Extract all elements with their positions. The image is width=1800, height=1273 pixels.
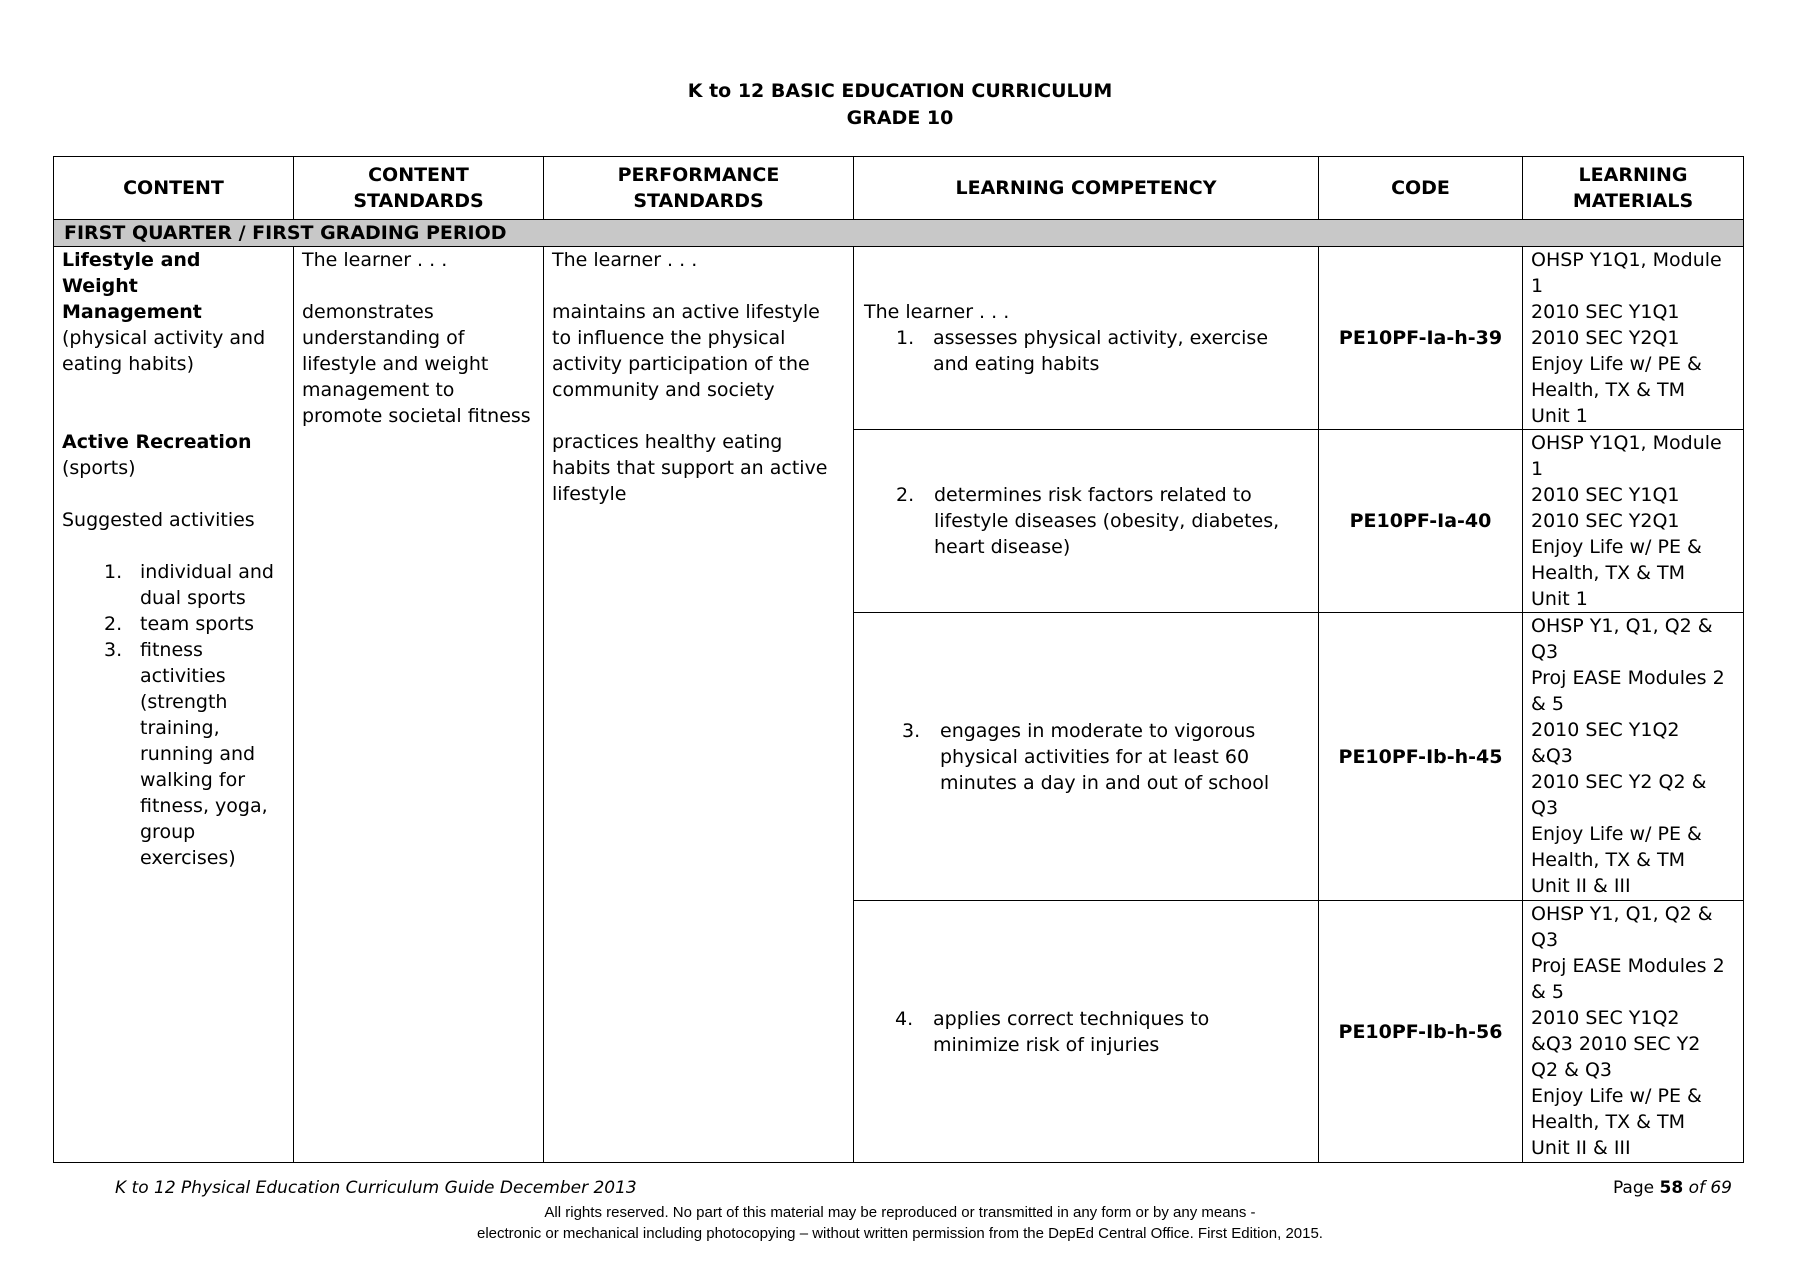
standard-text: management to	[302, 379, 455, 401]
header-content-standards	[294, 157, 544, 220]
material-line: OHSP Y1, Q1, Q2 &	[1531, 615, 1713, 637]
curriculum-title: K to 12 BASIC EDUCATION CURRICULUM	[687, 80, 1113, 102]
material-line: Unit II & III	[1531, 1137, 1631, 1159]
competency-number: 1.	[896, 327, 915, 349]
materials-cell	[1523, 430, 1744, 613]
material-line: Unit 1	[1531, 405, 1588, 427]
material-line: Health, TX & TM	[1531, 562, 1685, 584]
header-performance-standards	[544, 157, 854, 220]
page-total: of 69	[1688, 1178, 1732, 1198]
table-row	[54, 247, 1744, 430]
list-item-text: walking for	[140, 769, 246, 791]
competency-item	[862, 718, 1310, 796]
material-line: Unit II & III	[1531, 875, 1631, 897]
material-line: Q3	[1531, 929, 1559, 951]
standard-text: community and society	[552, 379, 775, 401]
material-line: 2010 SEC Y2 Q2 &	[1531, 771, 1707, 793]
competency-text: assesses physical activity, exercise	[933, 327, 1269, 349]
material-line: 2010 SEC Y1Q2	[1531, 1007, 1680, 1029]
material-line: Health, TX & TM	[1531, 379, 1685, 401]
list-number: 1.	[104, 561, 123, 583]
material-line: 2010 SEC Y2Q1	[1531, 510, 1680, 532]
material-line: &Q3	[1531, 745, 1573, 767]
competency-text: minimize risk of injuries	[933, 1033, 1160, 1056]
list-number: 3.	[104, 639, 123, 661]
list-item	[104, 637, 285, 871]
material-line: Health, TX & TM	[1531, 849, 1685, 871]
materials-cell	[1523, 901, 1744, 1163]
header-line: LEARNING	[1578, 164, 1688, 186]
competency-cell	[854, 613, 1319, 901]
material-line: 1	[1531, 275, 1544, 297]
header-content: CONTENT	[54, 157, 294, 220]
content-cell	[54, 247, 294, 1163]
rights-line: electronic or mechanical including photocopying – without written permission from the DepEd Central Office. First Edition, 2015.	[477, 1225, 1323, 1242]
material-line: OHSP Y1Q1, Module	[1531, 249, 1722, 271]
material-line: & 5	[1531, 693, 1564, 715]
material-line: OHSP Y1, Q1, Q2 &	[1531, 903, 1713, 925]
header-line: PERFORMANCE	[617, 164, 780, 186]
list-number: 2.	[104, 613, 123, 635]
learner-intro: The learner . . .	[864, 301, 1010, 323]
curriculum-table	[53, 156, 1744, 1163]
list-item-text: individual and	[140, 561, 274, 583]
standard-text: maintains an active lifestyle	[552, 301, 820, 323]
competency-number: 4.	[895, 1007, 914, 1030]
material-line: 2010 SEC Y1Q2	[1531, 719, 1680, 741]
header-learning-competency: LEARNING COMPETENCY	[854, 157, 1319, 220]
topic-active-recreation: Active Recreation	[62, 431, 252, 453]
header-line: MATERIALS	[1572, 190, 1694, 212]
list-item-text: fitness, yoga,	[140, 795, 268, 817]
competency-text: and eating habits	[933, 353, 1100, 375]
competency-number: 3.	[902, 719, 921, 742]
standard-text: habits that support an active	[552, 457, 828, 479]
material-line: 2010 SEC Y1Q1	[1531, 484, 1680, 506]
material-line: 2010 SEC Y1Q1	[1531, 301, 1680, 323]
material-line: Health, TX & TM	[1531, 1111, 1685, 1133]
document-title	[0, 78, 1800, 132]
standard-text: lifestyle	[552, 483, 627, 505]
table-header-row	[54, 157, 1744, 220]
list-item-text: group	[140, 821, 196, 843]
material-line: & 5	[1531, 981, 1564, 1003]
topic-lifestyle-line: Weight	[62, 275, 138, 297]
material-line: Enjoy Life w/ PE &	[1531, 823, 1702, 845]
code-cell: PE10PF-Ib-h-45	[1319, 613, 1523, 901]
competency-cell	[854, 247, 1319, 430]
competency-item	[862, 482, 1310, 560]
competency-text: applies correct techniques to	[933, 1007, 1210, 1030]
material-line: Proj EASE Modules 2	[1531, 667, 1725, 689]
list-item	[104, 559, 285, 611]
material-line: Q2 & Q3	[1531, 1059, 1612, 1081]
competency-cell	[854, 901, 1319, 1163]
material-line: &Q3 2010 SEC Y2	[1531, 1033, 1701, 1055]
page-number	[1613, 1178, 1732, 1198]
list-item-text: dual sports	[140, 587, 246, 609]
list-item-text: (strength	[140, 691, 228, 713]
grade-title: GRADE 10	[846, 107, 954, 129]
standard-text: demonstrates	[302, 301, 434, 323]
header-code: CODE	[1319, 157, 1523, 220]
competency-item	[862, 1006, 1310, 1058]
code-cell: PE10PF-Ib-h-56	[1319, 901, 1523, 1163]
material-line: Enjoy Life w/ PE &	[1531, 353, 1702, 375]
material-line: Unit 1	[1531, 588, 1588, 610]
rights-notice	[0, 1202, 1800, 1244]
list-item-text: fitness	[140, 639, 203, 661]
header-line: STANDARDS	[633, 190, 764, 212]
standard-text: promote societal fitness	[302, 405, 531, 427]
code-cell: PE10PF-Ia-40	[1319, 430, 1523, 613]
competency-text: determines risk factors related to	[934, 484, 1252, 506]
page-current: 58	[1659, 1178, 1684, 1198]
list-item-text: training,	[140, 717, 220, 739]
learner-intro: The learner . . .	[302, 249, 448, 271]
competency-text: lifestyle diseases (obesity, diabetes,	[934, 510, 1280, 532]
standard-text: practices healthy eating	[552, 431, 783, 453]
header-line: CONTENT	[368, 164, 469, 186]
material-line: OHSP Y1Q1, Module	[1531, 432, 1722, 454]
standard-text: understanding of	[302, 327, 465, 349]
standard-text: activity participation of the	[552, 353, 810, 375]
material-line: Enjoy Life w/ PE &	[1531, 536, 1702, 558]
header-learning-materials	[1523, 157, 1744, 220]
topic-lifestyle-detail: (physical activity and	[62, 327, 266, 349]
list-item-text: activities	[140, 665, 226, 687]
material-line: Q3	[1531, 641, 1559, 663]
list-item-text: running and	[140, 743, 256, 765]
list-item-text: exercises)	[140, 847, 236, 869]
material-line: Enjoy Life w/ PE &	[1531, 1085, 1702, 1107]
header-line: STANDARDS	[353, 190, 484, 212]
code-cell: PE10PF-Ia-h-39	[1319, 247, 1523, 430]
list-item-text: team sports	[140, 613, 255, 635]
topic-lifestyle-line: Lifestyle and	[62, 249, 201, 271]
topic-lifestyle-line: Management	[62, 301, 202, 323]
material-line: Q3	[1531, 797, 1559, 819]
activities-list	[62, 559, 285, 871]
quarter-label: FIRST QUARTER / FIRST GRADING PERIOD	[54, 220, 1744, 247]
competency-text: physical activities for at least 60	[940, 745, 1250, 768]
quarter-row	[54, 220, 1744, 247]
learner-intro: The learner . . .	[552, 249, 698, 271]
list-item	[104, 611, 285, 637]
performance-standards-cell	[544, 247, 854, 1163]
standard-text: to influence the physical	[552, 327, 786, 349]
competency-cell	[854, 430, 1319, 613]
standard-text: lifestyle and weight	[302, 353, 489, 375]
topic-active-recreation-detail: (sports)	[62, 457, 136, 479]
rights-line: All rights reserved. No part of this material may be reproduced or transmitted in any form or by any means -	[544, 1204, 1256, 1221]
competency-text: minutes a day in and out of school	[940, 771, 1270, 794]
materials-cell	[1523, 247, 1744, 430]
competency-number: 2.	[896, 484, 915, 506]
competency-item	[864, 325, 1310, 377]
material-line: Proj EASE Modules 2	[1531, 955, 1725, 977]
materials-cell	[1523, 613, 1744, 901]
competency-text: heart disease)	[934, 536, 1071, 558]
competency-text: engages in moderate to vigorous	[940, 719, 1256, 742]
material-line: 2010 SEC Y2Q1	[1531, 327, 1680, 349]
page-word: Page	[1612, 1178, 1655, 1198]
material-line: 1	[1531, 458, 1544, 480]
suggested-activities-label: Suggested activities	[62, 509, 255, 531]
content-standards-cell	[294, 247, 544, 1163]
topic-lifestyle-detail: eating habits)	[62, 353, 194, 375]
footer-guide-title: K to 12 Physical Education Curriculum Guide December 2013	[115, 1178, 637, 1198]
